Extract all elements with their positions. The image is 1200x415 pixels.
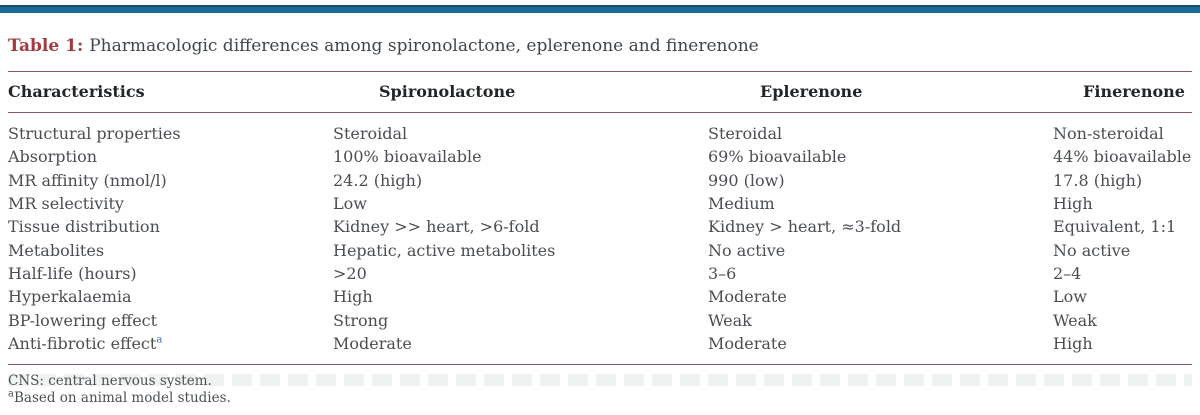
table-cell-characteristic: Hyperkalaemia [8, 287, 132, 307]
table-cell-spironolactone: Strong [333, 310, 389, 330]
table-cell-spironolactone: Steroidal [333, 124, 408, 143]
table-row [8, 192, 1192, 215]
table-cell-eplerenone: Kidney > heart, ≈3-fold [708, 217, 902, 237]
footnote-cns-text: CNS: central nervous system. [8, 373, 212, 390]
column-header-eplerenone: Eplerenone [760, 82, 863, 101]
table-cell-characteristic: Anti-fibrotic effect$^a$ [8, 333, 163, 354]
table-cell-characteristic: Tissue distribution [8, 217, 160, 237]
table-row [8, 309, 1192, 332]
top-accent-bar [0, 5, 1200, 13]
divider-bottom [8, 364, 1192, 365]
table-cell-characteristic: MR affinity (nmol/l) [8, 170, 167, 190]
table-cell-finerenone: 2–4 [1053, 264, 1082, 284]
table-cell-characteristic: BP-lowering effect [8, 310, 158, 330]
table-cell-characteristic: Absorption [8, 147, 98, 167]
table-cell-eplerenone: 3–6 [708, 264, 737, 284]
table-row [8, 169, 1192, 192]
table-body [8, 113, 1192, 355]
table-cell-characteristic: Metabolites [8, 240, 105, 260]
table-row [8, 239, 1192, 262]
table-cell-finerenone: No active [1053, 240, 1131, 260]
footnote-cns [8, 373, 1192, 390]
column-header-spironolactone: Spironolactone [379, 82, 516, 101]
table-cell-finerenone: Non-steroidal [1053, 124, 1164, 143]
table-cell-finerenone: High [1053, 194, 1093, 214]
table-cell-spironolactone: High [333, 287, 373, 307]
table-row [8, 285, 1192, 308]
table-cell-spironolactone: Moderate [333, 334, 412, 354]
table-caption-label: Table 1: [8, 36, 84, 56]
table-cell-finerenone: 44% bioavailable [1053, 147, 1192, 167]
table-cell-finerenone: High [1053, 334, 1093, 354]
table-cell-finerenone: Weak [1053, 310, 1097, 330]
table-cell-spironolactone: >20 [333, 264, 367, 284]
table-cell-eplerenone: Moderate [708, 334, 787, 354]
column-header-finerenone: Finerenone [1083, 82, 1185, 101]
table-row [8, 122, 1192, 145]
table-cell-eplerenone: 990 (low) [708, 170, 785, 190]
column-header-characteristics: Characteristics [8, 82, 145, 101]
table-cell-characteristic: MR selectivity [8, 194, 124, 214]
table-cell-spironolactone: Kidney >> heart, >6-fold [333, 217, 540, 237]
footnote-superscript: a [8, 388, 14, 400]
table-cell-finerenone: Equivalent, 1:1 [1053, 217, 1177, 237]
table-cell-spironolactone: Low [333, 194, 367, 214]
table-cell-finerenone: Low [1053, 287, 1087, 307]
table-cell-eplerenone: Weak [708, 310, 752, 330]
table-cell-spironolactone: 24.2 (high) [333, 170, 423, 190]
table-cell-eplerenone: Medium [708, 194, 775, 214]
table-cell-eplerenone: No active [708, 240, 786, 260]
table-header-row [8, 81, 1192, 102]
table-cell-finerenone: 17.8 (high) [1053, 170, 1143, 190]
table-row [8, 145, 1192, 168]
table-cell-eplerenone: Moderate [708, 287, 787, 307]
table-cell-characteristic: Half-life (hours) [8, 264, 137, 284]
table-footnotes [8, 373, 1192, 406]
table-caption [8, 36, 1192, 57]
table-cell-eplerenone: Steroidal [708, 124, 783, 143]
table-row [8, 332, 1192, 355]
table-row [8, 215, 1192, 238]
footnote-animal-model-text: Based on animal model studies. [13, 389, 231, 406]
table-caption-text: Pharmacologic differences among spironolactone, eplerenone and finerenone [89, 36, 759, 56]
footnote-animal-model [8, 390, 1192, 407]
table-cell-spironolactone: 100% bioavailable [333, 147, 482, 167]
divider-top [8, 71, 1192, 72]
table-row [8, 262, 1192, 285]
cell-superscript: a [156, 333, 163, 346]
table-cell-eplerenone: 69% bioavailable [708, 147, 847, 167]
table-cell-characteristic: Structural properties [8, 124, 181, 143]
table-cell-spironolactone: Hepatic, active metabolites [333, 240, 556, 260]
